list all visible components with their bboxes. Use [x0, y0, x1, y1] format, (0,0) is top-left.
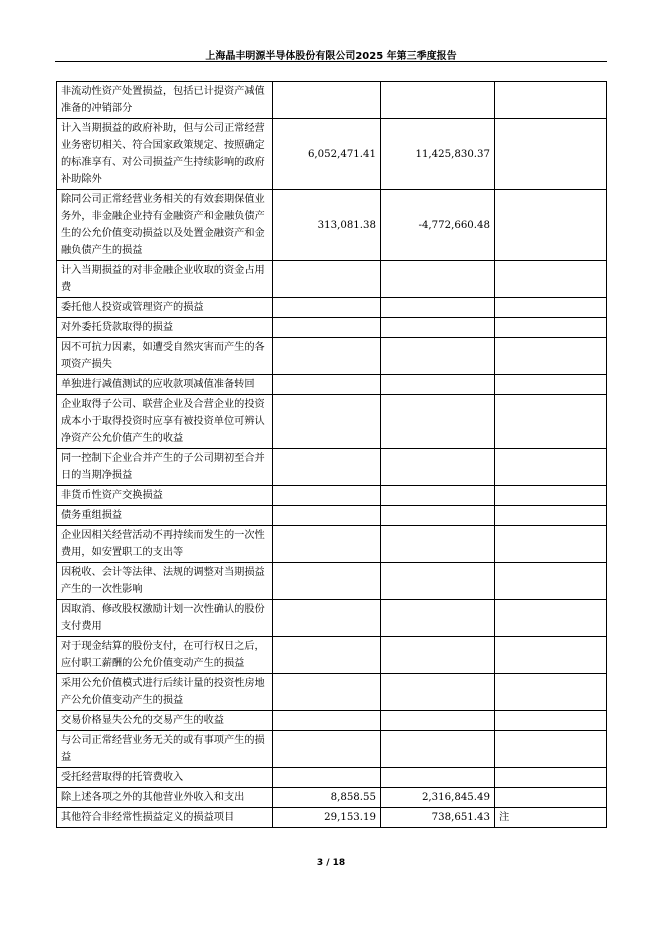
table-row: [57, 808, 607, 828]
item-cell: 因税收、会计等法律、法规的调整对当期损益产生的一次性影响: [57, 563, 273, 600]
note-cell: [495, 731, 607, 768]
note-cell: [495, 395, 607, 449]
table-row: [57, 261, 607, 298]
note-cell: [495, 449, 607, 486]
year-to-date-cell: [381, 637, 495, 674]
item-cell: 对外委托贷款取得的损益: [57, 318, 273, 338]
item-cell: 采用公允价值模式进行后续计量的投资性房地产公允价值变动产生的损益: [57, 674, 273, 711]
year-to-date-cell: [381, 600, 495, 637]
table-row: [57, 637, 607, 674]
header-rule: [55, 61, 607, 62]
note-cell: [495, 375, 607, 395]
item-cell: 计入当期损益的对非金融企业收取的资金占用费: [57, 261, 273, 298]
note-cell: [495, 563, 607, 600]
year-to-date-cell: [381, 731, 495, 768]
table-row: [57, 190, 607, 261]
year-to-date-cell: [381, 261, 495, 298]
note-cell: [495, 788, 607, 808]
year-to-date-cell: [381, 563, 495, 600]
table-row: [57, 506, 607, 526]
table-body: [57, 82, 607, 828]
item-cell: 与公司正常经营业务无关的或有事项产生的损益: [57, 731, 273, 768]
current-period-cell: 6,052,471.41: [273, 119, 381, 190]
item-cell: 委托他人投资或管理资产的损益: [57, 298, 273, 318]
note-cell: [495, 711, 607, 731]
item-cell: 受托经营取得的托管费收入: [57, 768, 273, 788]
year-to-date-cell: 2,316,845.49: [381, 788, 495, 808]
year-to-date-cell: [381, 526, 495, 563]
item-cell: 单独进行减值测试的应收款项减值准备转回: [57, 375, 273, 395]
year-to-date-cell: [381, 338, 495, 375]
note-cell: [495, 637, 607, 674]
item-cell: 对于现金结算的股份支付，在可行权日之后，应付职工薪酬的公允价值变动产生的损益: [57, 637, 273, 674]
year-to-date-cell: 11,425,830.37: [381, 119, 495, 190]
current-period-cell: 313,081.38: [273, 190, 381, 261]
current-period-cell: [273, 674, 381, 711]
item-cell: 除同公司正常经营业务相关的有效套期保值业务外，非金融企业持有金融资产和金融负债产生的公允价值变动损益以及处置金融资产和金融负债产生的损益: [57, 190, 273, 261]
table-row: [57, 600, 607, 637]
year-to-date-cell: [381, 318, 495, 338]
item-cell: 企业因相关经营活动不再持续而发生的一次性费用，如安置职工的支出等: [57, 526, 273, 563]
note-cell: [495, 338, 607, 375]
item-cell: 同一控制下企业合并产生的子公司期初至合并日的当期净损益: [57, 449, 273, 486]
current-period-cell: 8,858.55: [273, 788, 381, 808]
year-to-date-cell: [381, 298, 495, 318]
item-cell: 因取消、修改股权激励计划一次性确认的股份支付费用: [57, 600, 273, 637]
item-cell: 除上述各项之外的其他营业外收入和支出: [57, 788, 273, 808]
item-cell: 非流动性资产处置损益，包括已计提资产减值准备的冲销部分: [57, 82, 273, 119]
note-cell: [495, 506, 607, 526]
item-cell: 非货币性资产交换损益: [57, 486, 273, 506]
item-cell: 因不可抗力因素，如遭受自然灾害而产生的各项资产损失: [57, 338, 273, 375]
note-cell: [495, 82, 607, 119]
current-period-cell: [273, 298, 381, 318]
year-to-date-cell: [381, 674, 495, 711]
table-row: [57, 375, 607, 395]
year-to-date-cell: [381, 506, 495, 526]
year-to-date-cell: 738,651.43: [381, 808, 495, 828]
current-period-cell: [273, 506, 381, 526]
table-row: [57, 119, 607, 190]
table-row: [57, 711, 607, 731]
table-row: [57, 486, 607, 506]
table-row: [57, 768, 607, 788]
note-cell: [495, 298, 607, 318]
current-period-cell: [273, 600, 381, 637]
current-period-cell: [273, 395, 381, 449]
table-row: [57, 82, 607, 119]
item-cell: 交易价格显失公允的交易产生的收益: [57, 711, 273, 731]
note-cell: [495, 768, 607, 788]
current-period-cell: [273, 486, 381, 506]
year-to-date-cell: [381, 768, 495, 788]
table-row: [57, 338, 607, 375]
note-cell: [495, 674, 607, 711]
note-cell: [495, 119, 607, 190]
year-to-date-cell: [381, 486, 495, 506]
year-to-date-cell: [381, 395, 495, 449]
item-cell: 计入当期损益的政府补助，但与公司正常经营业务密切相关、符合国家政策规定、按照确定的标准享有、对公司损益产生持续影响的政府补助除外: [57, 119, 273, 190]
year-to-date-cell: [381, 375, 495, 395]
table-row: [57, 563, 607, 600]
table-row: [57, 674, 607, 711]
current-period-cell: [273, 82, 381, 119]
non-recurring-items-table: [56, 81, 607, 828]
note-cell: [495, 261, 607, 298]
year-to-date-cell: [381, 711, 495, 731]
item-cell: 企业取得子公司、联营企业及合营企业的投资成本小于取得投资时应享有被投资单位可辨认净资产公允价值产生的收益: [57, 395, 273, 449]
table-row: [57, 731, 607, 768]
page-number: 3 / 18: [316, 858, 346, 868]
item-cell: 债务重组损益: [57, 506, 273, 526]
table-row: [57, 449, 607, 486]
table-row: [57, 298, 607, 318]
note-cell: 注: [495, 808, 607, 828]
current-period-cell: 29,153.19: [273, 808, 381, 828]
note-cell: [495, 486, 607, 506]
note-cell: [495, 600, 607, 637]
item-cell: 其他符合非经常性损益定义的损益项目: [57, 808, 273, 828]
year-to-date-cell: -4,772,660.48: [381, 190, 495, 261]
current-period-cell: [273, 731, 381, 768]
table-row: [57, 395, 607, 449]
note-cell: [495, 526, 607, 563]
current-period-cell: [273, 261, 381, 298]
table-row: [57, 788, 607, 808]
note-cell: [495, 190, 607, 261]
current-period-cell: [273, 338, 381, 375]
note-cell: [495, 318, 607, 338]
year-to-date-cell: [381, 449, 495, 486]
current-period-cell: [273, 768, 381, 788]
year-to-date-cell: [381, 82, 495, 119]
current-period-cell: [273, 637, 381, 674]
table-row: [57, 318, 607, 338]
current-period-cell: [273, 449, 381, 486]
current-period-cell: [273, 318, 381, 338]
report-header: 上海晶丰明源半导体股份有限公司2025 年第三季度报告: [205, 51, 457, 62]
current-period-cell: [273, 563, 381, 600]
current-period-cell: [273, 711, 381, 731]
table-row: [57, 526, 607, 563]
current-period-cell: [273, 375, 381, 395]
current-period-cell: [273, 526, 381, 563]
